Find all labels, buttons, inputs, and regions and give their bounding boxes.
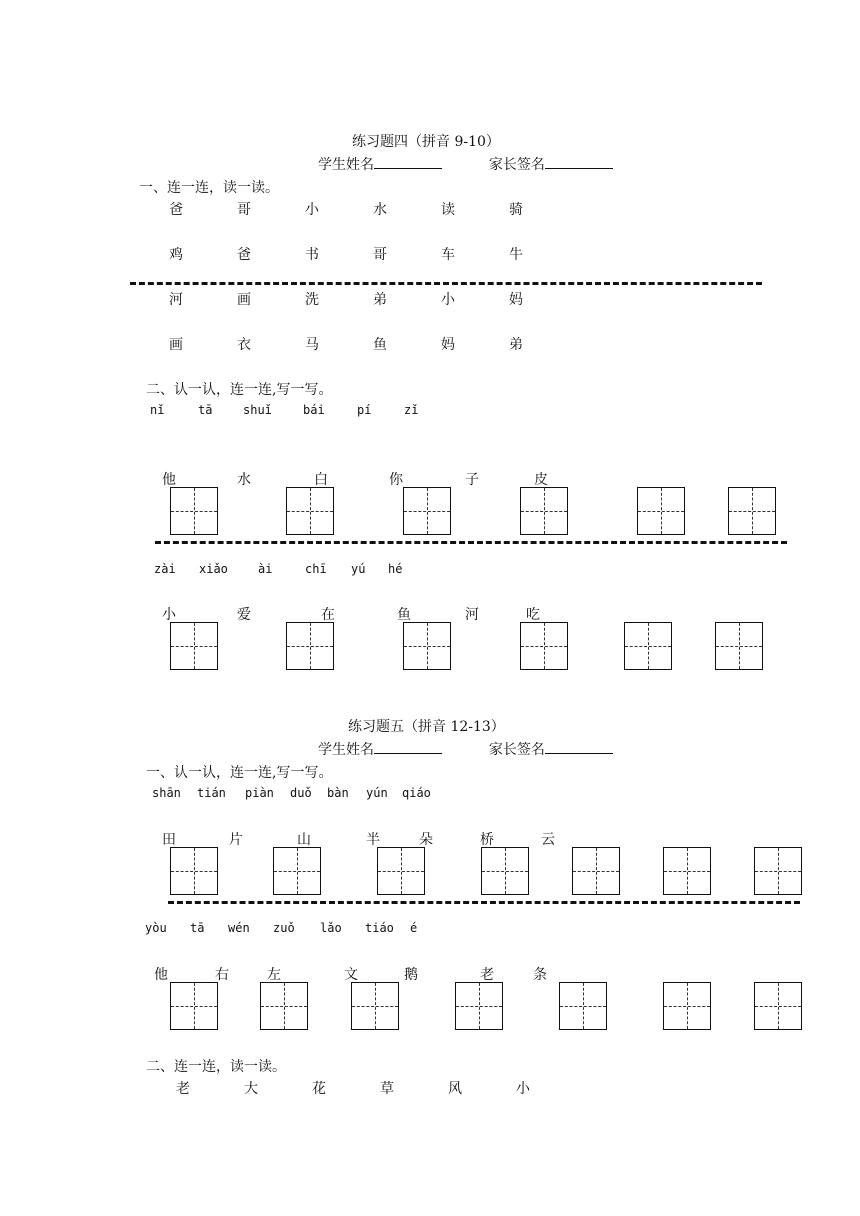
char: 鱼: [373, 337, 387, 353]
char: 骑: [509, 202, 523, 218]
pinyin: yú: [351, 562, 366, 576]
char: 妈: [441, 337, 455, 353]
student-name-field[interactable]: [374, 741, 442, 754]
writing-box[interactable]: [520, 622, 568, 670]
pinyin: tiáo: [365, 921, 394, 935]
char: 皮: [534, 472, 548, 488]
char: 桥: [480, 832, 494, 848]
writing-box[interactable]: [286, 487, 334, 535]
cut-line: [155, 541, 787, 544]
char: 河: [169, 292, 183, 308]
pinyin: duǒ: [290, 786, 312, 800]
char: 妈: [509, 292, 523, 308]
pinyin: yún: [366, 786, 388, 800]
char: 大: [244, 1081, 258, 1097]
student-name-label: 学生姓名: [318, 742, 374, 758]
char: 衣: [237, 337, 251, 353]
char: 他: [154, 967, 168, 983]
writing-box[interactable]: [624, 622, 672, 670]
char: 老: [176, 1081, 190, 1097]
pinyin: nǐ: [150, 403, 165, 417]
writing-box[interactable]: [260, 982, 308, 1030]
pinyin: hé: [388, 562, 403, 576]
pinyin: zuǒ: [273, 921, 295, 935]
writing-box[interactable]: [728, 487, 776, 535]
char: 半: [366, 832, 380, 848]
writing-box[interactable]: [572, 847, 620, 895]
parent-sign-label: 家长签名: [488, 157, 545, 173]
char: 小: [441, 292, 455, 308]
char: 弟: [509, 337, 523, 353]
pinyin: zǐ: [404, 403, 419, 417]
student-name-label: 学生姓名: [318, 157, 374, 173]
writing-box[interactable]: [481, 847, 529, 895]
pinyin: bái: [303, 403, 325, 417]
char: 老: [480, 967, 494, 983]
writing-box[interactable]: [170, 982, 218, 1030]
pinyin: tián: [197, 786, 226, 800]
char: 车: [441, 247, 455, 263]
pinyin: piàn: [245, 786, 274, 800]
char: 弟: [373, 292, 387, 308]
char: 牛: [509, 247, 523, 263]
char: 文: [344, 967, 358, 983]
pinyin: pí: [357, 403, 372, 417]
writing-box[interactable]: [663, 847, 711, 895]
char: 爸: [237, 247, 251, 263]
char: 哥: [237, 202, 251, 218]
char: 山: [297, 832, 311, 848]
ex5-signature-line: [318, 739, 613, 759]
parent-sign-field[interactable]: [545, 156, 613, 169]
cut-line: [168, 901, 800, 904]
pinyin: xiǎo: [199, 562, 228, 576]
char: 在: [321, 607, 335, 623]
char: 鸡: [169, 247, 183, 263]
ex5-title: 练习题五（拼音 12-13）: [348, 719, 505, 735]
char: 小: [305, 202, 319, 218]
char: 读: [441, 202, 455, 218]
char: 花: [312, 1081, 326, 1097]
ex4-title: 练习题四（拼音 9-10）: [352, 134, 500, 150]
pinyin: shān: [152, 786, 181, 800]
pinyin: qiáo: [402, 786, 431, 800]
char: 哥: [373, 247, 387, 263]
ex4-signature-line: [318, 154, 613, 174]
char: 画: [237, 292, 251, 308]
pinyin: yòu: [145, 921, 167, 935]
ex4-section2-title: 二、认一认，连一连,写一写。: [146, 382, 333, 398]
char: 他: [162, 472, 176, 488]
char: 爸: [169, 202, 183, 218]
char: 水: [373, 202, 387, 218]
char: 子: [465, 472, 479, 488]
writing-box[interactable]: [170, 487, 218, 535]
writing-box[interactable]: [715, 622, 763, 670]
char: 草: [380, 1081, 394, 1097]
char: 小: [516, 1081, 530, 1097]
char: 小: [162, 607, 176, 623]
writing-box[interactable]: [377, 847, 425, 895]
writing-box[interactable]: [754, 847, 802, 895]
pinyin: shuǐ: [243, 403, 272, 417]
writing-box[interactable]: [403, 622, 451, 670]
char: 书: [305, 247, 319, 263]
char: 白: [314, 472, 328, 488]
parent-sign-field[interactable]: [545, 741, 613, 754]
writing-box[interactable]: [637, 487, 685, 535]
writing-box[interactable]: [520, 487, 568, 535]
pinyin: é: [410, 921, 418, 935]
char: 爱: [237, 607, 251, 623]
writing-box[interactable]: [351, 982, 399, 1030]
writing-box[interactable]: [170, 622, 218, 670]
char: 朵: [419, 832, 433, 848]
pinyin: chī: [305, 562, 327, 576]
cut-line: [130, 282, 762, 285]
char: 风: [448, 1081, 462, 1097]
char: 田: [162, 832, 176, 848]
writing-box[interactable]: [754, 982, 802, 1030]
pinyin: ài: [258, 562, 273, 576]
pinyin: bàn: [327, 786, 349, 800]
ex5-section1-title: 一、认一认，连一连,写一写。: [146, 765, 333, 781]
char: 你: [389, 472, 403, 488]
ex5-section2-title: 二、连一连，读一读。: [146, 1059, 286, 1075]
char: 条: [533, 967, 547, 983]
writing-box[interactable]: [663, 982, 711, 1030]
char: 洗: [305, 292, 319, 308]
writing-box[interactable]: [273, 847, 321, 895]
writing-box[interactable]: [403, 487, 451, 535]
ex4-section1-title: 一、连一连，读一读。: [139, 180, 279, 196]
char: 河: [465, 607, 479, 623]
char: 吃: [526, 607, 540, 623]
char: 鱼: [397, 607, 411, 623]
pinyin: wén: [228, 921, 250, 935]
parent-sign-label: 家长签名: [488, 742, 545, 758]
char: 水: [237, 472, 251, 488]
pinyin: tā: [198, 403, 213, 417]
writing-box[interactable]: [170, 847, 218, 895]
student-name-field[interactable]: [374, 156, 442, 169]
writing-box[interactable]: [286, 622, 334, 670]
pinyin: zài: [154, 562, 176, 576]
writing-box[interactable]: [559, 982, 607, 1030]
char: 鹅: [404, 967, 418, 983]
char: 片: [229, 832, 243, 848]
char: 画: [169, 337, 183, 353]
writing-box[interactable]: [455, 982, 503, 1030]
char: 右: [215, 967, 229, 983]
pinyin: tā: [190, 921, 205, 935]
pinyin: lǎo: [320, 921, 342, 935]
char: 马: [305, 337, 319, 353]
char: 左: [267, 967, 281, 983]
char: 云: [541, 832, 555, 848]
